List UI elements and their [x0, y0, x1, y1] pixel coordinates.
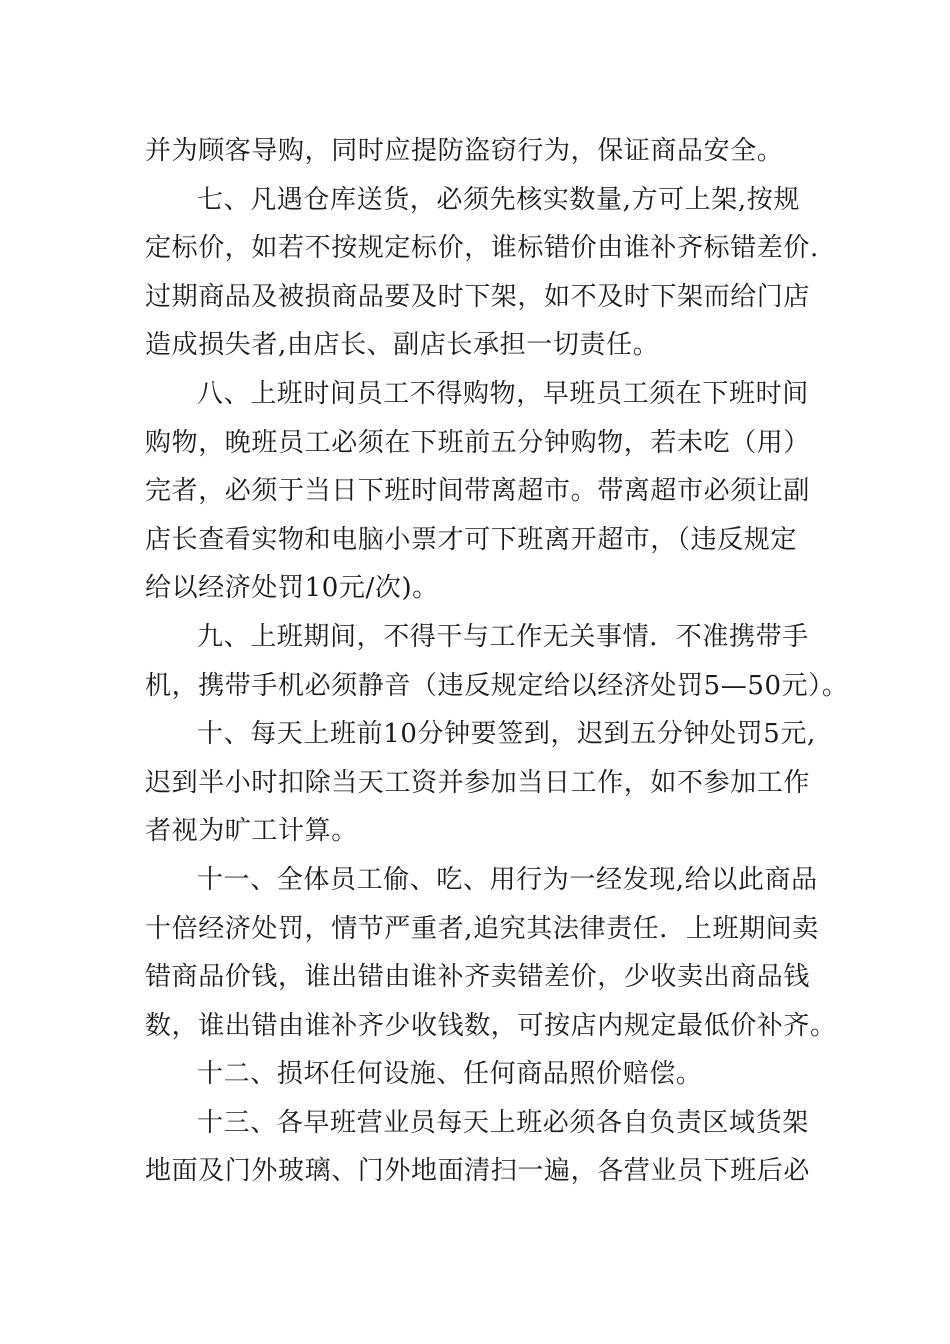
text-line: 给以经济处罚10元/次)。 — [145, 573, 439, 604]
text-line: 完者，必须于当日下班时间带离超市。带离超市必须让副 — [145, 476, 811, 507]
text-line: 并为顾客导购，同时应提防盗窃行为，保证商品安全。 — [145, 136, 784, 166]
text-line: 十一、全体员工偷、吃、用行为一经发现,给以此商品 — [197, 864, 818, 895]
text-line: 过期商品及被损商品要及时下架，如不及时下架而给门店 — [145, 281, 811, 312]
text-line: 数，谁出错由谁补齐少收钱数，可按店内规定最低价补齐。 — [145, 1010, 837, 1041]
text-line: 七、凡遇仓库送货，必须先核实数量,方可上架,按规 — [197, 184, 800, 215]
text-line: 八、上班时间员工不得购物，早班员工须在下班时间 — [197, 378, 809, 409]
text-line: 定标价，如若不按规定标价，谁标错价由谁补齐标错差价. — [145, 233, 819, 264]
text-line: 造成损失者,由店长、副店长承担一切责任。 — [145, 330, 660, 361]
text-line: 十二、损坏任何设施、任何商品照价赔偿。 — [197, 1059, 703, 1090]
text-line: 迟到半小时扣除当天工资并参加当日工作，如不参加工作 — [145, 767, 811, 798]
text-line: 店长查看实物和电脑小票才可下班离开超市，（违反规定 — [145, 524, 798, 555]
text-line: 十三、各早班营业员每天上班必须各自负责区域货架 — [197, 1107, 809, 1138]
body-text — [145, 127, 849, 1196]
text-line: 九、上班期间，不得干与工作无关事情．不准携带手 — [197, 621, 809, 652]
text-line: 错商品价钱，谁出错由谁补齐卖错差价，少收卖出商品钱 — [145, 962, 811, 993]
text-line: 机，携带手机必须静音（违反规定给以经济处罚5—50元）。 — [145, 670, 849, 701]
text-line: 者视为旷工计算。 — [145, 816, 358, 847]
text-line: 地面及门外玻璃、门外地面清扫一遍，各营业员下班后必 — [145, 1156, 811, 1187]
text-line: 购物，晚班员工必须在下班前五分钟购物，若未吃（用） — [145, 427, 811, 458]
text-line: 十倍经济处罚，情节严重者,追究其法律责任．上班期间卖 — [145, 913, 819, 944]
text-line: 十、每天上班前10分钟要签到，迟到五分钟处罚5元, — [197, 719, 816, 750]
